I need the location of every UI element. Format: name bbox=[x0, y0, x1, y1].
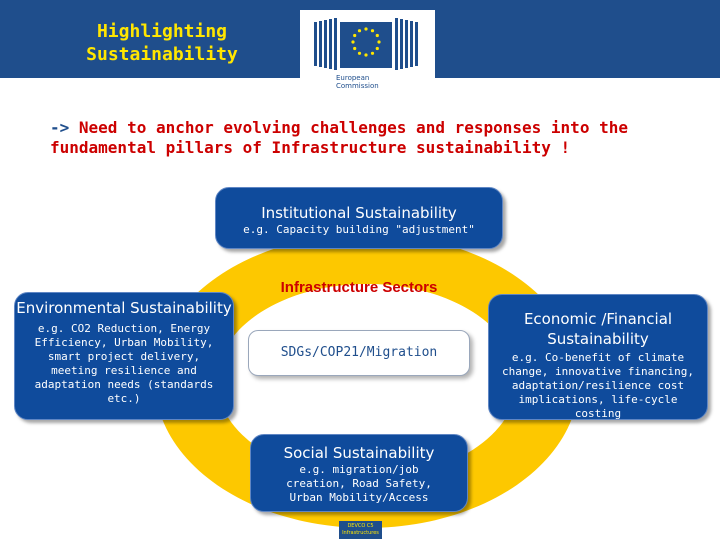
slide-title-line2: Sustainability bbox=[86, 44, 238, 65]
institutional-sustainability-box bbox=[215, 187, 503, 249]
logo-text-line2: Commission bbox=[336, 82, 379, 90]
economic-example: e.g. Co-benefit of climate change, innovative financing, adaptation/resilience cost implications, life-cycle costing bbox=[501, 351, 695, 420]
environmental-example: e.g. CO2 Reduction, Energy Efficiency, Urban Mobility, smart project delivery, meeting resilience and adaptation needs (standards etc.) bbox=[34, 322, 214, 405]
intro-arrow: -> bbox=[50, 118, 70, 137]
footer-logo-line1: DEVCO C5 bbox=[347, 523, 374, 529]
economic-sustainability-box bbox=[488, 294, 708, 420]
intro-statement bbox=[50, 118, 690, 158]
logo-text-line1: European bbox=[336, 74, 370, 82]
social-sustainability-box bbox=[250, 434, 468, 512]
intro-text: Need to anchor evolving challenges and responses into the fundamental pillars of Infrastructure sustainability ! bbox=[50, 118, 628, 157]
footer-logo-line2: Infrastructures bbox=[342, 530, 379, 536]
slide-title bbox=[82, 20, 242, 66]
environmental-sustainability-box bbox=[14, 292, 234, 420]
sdg-cop21-migration-box: SDGs/COP21/Migration bbox=[248, 330, 470, 376]
commission-building-icon bbox=[300, 10, 435, 74]
social-title: Social Sustainability bbox=[283, 444, 435, 462]
social-example: e.g. migration/job creation, Road Safety, Urban Mobility/Access bbox=[286, 463, 432, 504]
economic-title: Economic /Financial Sustainability bbox=[523, 310, 673, 348]
slide-title-line1: Highlighting bbox=[96, 21, 228, 42]
european-commission-logo bbox=[300, 10, 435, 100]
institutional-example: e.g. Capacity building "adjustment" bbox=[243, 223, 475, 236]
logo-text bbox=[336, 74, 379, 90]
environmental-title: Environmental Sustainability bbox=[16, 299, 232, 317]
infrastructure-sectors-title: Infrastructure Sectors bbox=[280, 279, 438, 296]
devco-footer-logo bbox=[339, 521, 382, 539]
institutional-title: Institutional Sustainability bbox=[261, 204, 457, 222]
